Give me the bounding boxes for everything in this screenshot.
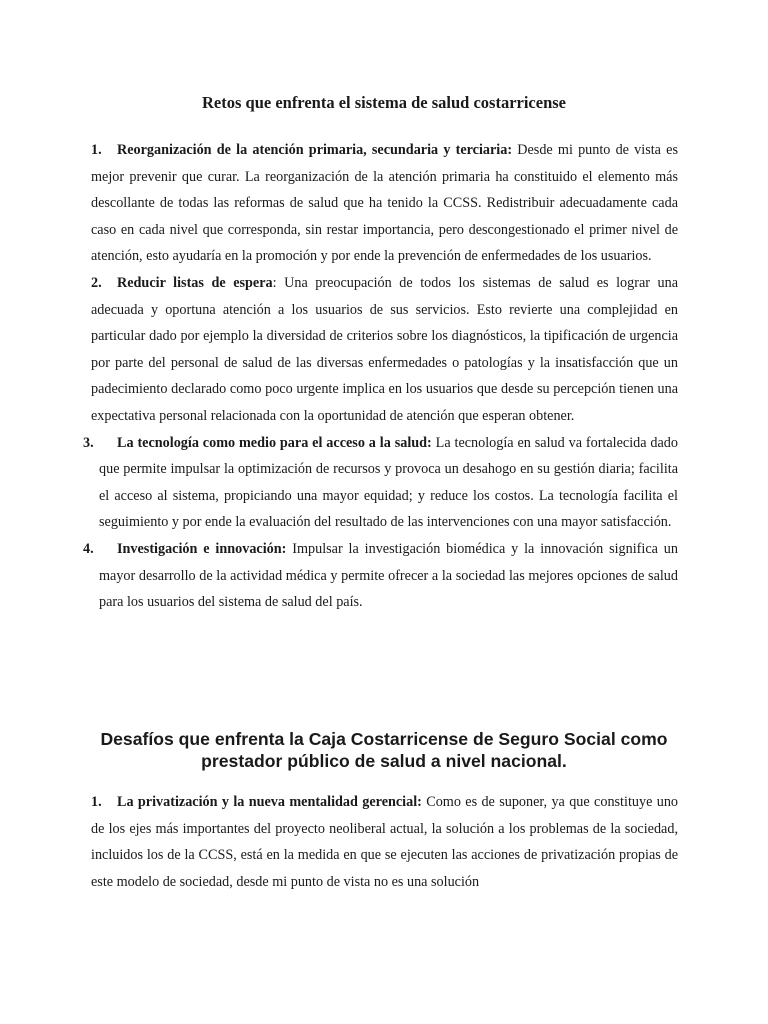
item-body: Como es de suponer, ya que constituye uno de los ejes más importantes del proyecto neoliberal actual, la solución a los problemas de la sociedad, incluidos los de la CCSS, está en la medida en que se ejecuten las acciones de privatización propias de este modelo de sociedad, desde mi punto de vista no es una solución	[91, 794, 679, 890]
item-heading: La privatización y la nueva mentalidad gerencial:	[117, 794, 422, 810]
challenges-list	[83, 137, 679, 616]
item-number: 4.	[83, 540, 94, 557]
item-heading: La tecnología como medio para el acceso a la salud:	[117, 434, 432, 451]
item-body: Impulsar la investigación biomédica y la innovación significa un mayor desarrollo de la actividad médica y permite ofrecer a la sociedad las mejores opciones de salud para los usuarios del sistema de salud del país.	[99, 540, 678, 611]
list-item-3	[83, 430, 678, 536]
item-body: : Una preocupación de todos los sistemas de salud es lograr una adecuada y oportuna atención a los usuarios de sus servicios. Esto revierte una complejidad en particular dado por ejemplo la diversidad de criterios sobre los diagnósticos, la tipificación de urgencia por parte del personal de salud de las diversas enfermedades o patologías y la insatisfacción que un padecimiento declarado como poco urgente implica en los usuarios que desde su percepción tienen una expectativa personal relacionada con la oportunidad de atención que esperan obtener.	[91, 274, 679, 424]
section-subtitle: Desafíos que enfrenta la Caja Costarricense de Seguro Social como prestador público de salud a nivel nacional.	[100, 729, 668, 771]
item-heading: Investigación e innovación:	[117, 540, 287, 557]
item-number: 2.	[91, 274, 102, 291]
list-item-4	[83, 536, 678, 616]
list-item-1	[91, 137, 678, 270]
ccss-challenges-list	[91, 789, 678, 895]
list-item-1	[91, 789, 678, 895]
item-body: Desde mi punto de vista es mejor prevenir que curar. La reorganización de la atención primaria ha constituido el elemento más descollante de todas las reformas de salud que ha tenido la CCSS. Redistribuir adecuadamente cada caso en cada nivel que corresponda, sin restar importancia, pero descongestionado el primer nivel de atención, esto ayudaría en la promoción y por ende la prevención de enfermedades de los usuarios.	[91, 142, 678, 265]
item-number: 1.	[91, 142, 102, 158]
item-body: La tecnología en salud va fortalecida dado que permite impulsar la optimización de recursos y provoca un desahogo en su gestión diaria; facilita el acceso al sistema, propiciando una mayor equidad; y reduce los costos. La tecnología facilita el seguimiento y por ende la evaluación del resultado de las intervenciones con una mayor satisfacción.	[99, 434, 678, 531]
item-heading: Reducir listas de espera	[117, 274, 273, 291]
item-number: 3.	[83, 434, 94, 451]
list-item-2	[91, 270, 678, 430]
item-number: 1.	[91, 794, 102, 810]
item-heading: Reorganización de la atención primaria, secundaria y terciaria:	[117, 142, 513, 158]
document-title: Retos que enfrenta el sistema de salud costarricense	[201, 93, 566, 112]
